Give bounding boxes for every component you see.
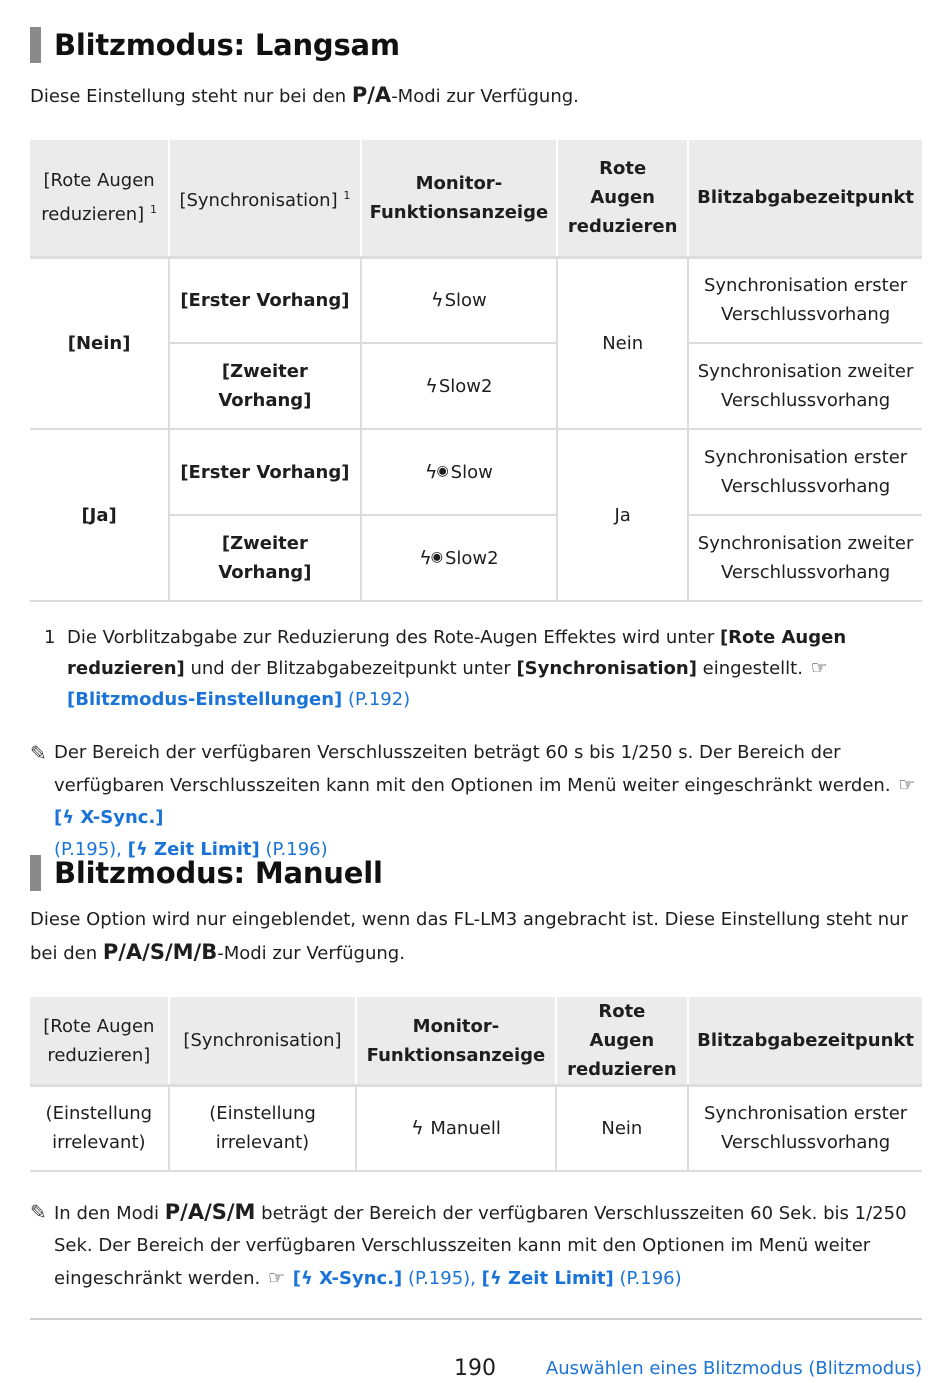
table-header-row: [30, 997, 922, 1086]
col-timing: Blitzabgabezeitpunkt: [688, 140, 922, 257]
flash-icon: ϟ: [419, 547, 432, 569]
footnote-number: 1: [44, 627, 56, 648]
timing-cell: Synchronisation zweiter Verschlussvorhang: [688, 515, 922, 601]
table-row: [30, 1086, 922, 1171]
red-eye-icon: ◉: [436, 463, 449, 479]
page-ref-link[interactable]: (P.196): [265, 839, 328, 860]
col-red-eye: Rote Augen reduzieren: [556, 997, 689, 1086]
flash-icon: ϟ: [489, 1268, 502, 1289]
sync-cell: [Zweiter Vorhang]: [169, 515, 360, 601]
red-eye-setting-cell: (Einstellung irrelevant): [30, 1086, 169, 1171]
page-ref-link[interactable]: (P.195),: [408, 1268, 476, 1289]
flash-manual-table: [30, 997, 922, 1172]
sync-cell: [Zweiter Vorhang]: [169, 343, 360, 429]
display-cell: ϟSlow2: [361, 343, 558, 429]
link-zeit-limit[interactable]: [ϟ Zeit Limit]: [481, 1268, 614, 1289]
flash-icon: ϟ: [425, 374, 438, 397]
tip-note: ✎ Der Bereich der verfügbaren Verschlusszeiten beträgt 60 s bis 1/250 s. Der Bereich der verfügbaren Verschlusszeiten kann mit den Optionen im Menü weiter eingeschränkt werden. ☞ [ϟ X-Sync.] (P.195), [ϟ Zeit Limit] (P.196): [30, 737, 925, 866]
sync-cell: [Erster Vorhang]: [169, 429, 360, 515]
flash-icon: ϟ: [62, 807, 75, 828]
link-blitzmodus-einstellungen[interactable]: [Blitzmodus-Einstellungen]: [67, 689, 343, 710]
timing-cell: Synchronisation zweiter Verschlussvorhang: [688, 343, 922, 429]
group-label: [Ja]: [30, 429, 169, 601]
reference-hand-icon: ☞: [810, 657, 828, 679]
col-sync: [Synchronisation]: [169, 997, 357, 1086]
tip-icon: ✎: [30, 741, 47, 765]
table-row: [30, 429, 922, 515]
title-bar: [30, 855, 41, 891]
section-title-langsam: [30, 27, 400, 63]
footnote: 1 Die Vorblitzabgabe zur Reduzierung des Rote-Augen Effektes wird unter [Rote Augen reduzieren] und der Blitzabgabezeitpunkt unter [Synchronisation] eingestellt. ☞ [Blitzmodus-Einstellungen] (P.192): [30, 622, 925, 715]
reference-hand-icon: ☞: [898, 774, 916, 796]
timing-cell: Synchronisation erster Verschlussvorhang: [688, 1086, 922, 1171]
page-title: Blitzmodus: Langsam: [54, 28, 400, 62]
display-cell: ϟSlow: [361, 257, 558, 343]
table-header-row: [30, 140, 922, 257]
red-eye-cell: Nein: [556, 1086, 689, 1171]
flash-icon: ϟ: [431, 288, 444, 311]
col-monitor: Monitor-Funktionsanzeige: [361, 140, 558, 257]
flash-slow-table: [30, 140, 922, 602]
page-ref-link[interactable]: (P.195),: [54, 839, 122, 860]
col-monitor: Monitor-Funktionsanzeige: [356, 997, 555, 1086]
link-zeit-limit[interactable]: [ϟ Zeit Limit]: [127, 839, 260, 860]
page-ref-link[interactable]: (P.192): [348, 689, 411, 710]
flash-icon: ϟ: [411, 1116, 424, 1139]
tip-note: ✎ In den Modi P/A/S/M beträgt der Bereich der verfügbaren Verschlusszeiten 60 Sek. bis 1/250 Sek. Der Bereich der verfügbaren Verschlusszeiten kann mit den Optionen im Menü weiter eingeschränkt werden. ☞ [ϟ X-Sync.] (P.195), [ϟ Zeit Limit] (P.196): [30, 1196, 925, 1295]
col-red-eye: Rote Augen reduzieren: [557, 140, 688, 257]
col-red-eye-setting: [Rote Augen reduzieren]: [30, 997, 169, 1086]
red-eye-icon: ◉: [430, 549, 443, 565]
section-heading: Blitzmodus: Manuell: [54, 856, 383, 890]
sync-cell: [Erster Vorhang]: [169, 257, 360, 343]
link-x-sync[interactable]: [ϟ X-Sync.]: [292, 1268, 403, 1289]
display-cell: ϟ◉ Slow2: [361, 515, 558, 601]
intro-paragraph: Diese Option wird nur eingeblendet, wenn das FL-LM3 angebracht ist. Diese Einstellung steht nur bei den P/A/S/M/B-Modi zur Verfügung.: [30, 909, 908, 964]
timing-cell: Synchronisation erster Verschlussvorhang: [688, 257, 922, 343]
display-cell: ϟ Manuell: [356, 1086, 555, 1171]
col-sync: [Synchronisation] $^1$: [169, 140, 360, 257]
table-row: [30, 257, 922, 343]
sync-cell: (Einstellung irrelevant): [169, 1086, 357, 1171]
timing-cell: Synchronisation erster Verschlussvorhang: [688, 429, 922, 515]
flash-icon: ϟ: [300, 1268, 313, 1289]
flash-icon: ϟ: [424, 461, 438, 483]
flash-icon: ϟ: [135, 839, 148, 860]
mode-letters: P/A/S/M/B: [102, 940, 218, 964]
col-timing: Blitzabgabezeitpunkt: [688, 997, 922, 1086]
display-cell: ϟ◉ Slow: [361, 429, 558, 515]
mode-letters: P/A: [351, 83, 392, 107]
mode-letters: P/A/S/M: [164, 1200, 256, 1224]
page-number: 190: [454, 1356, 496, 1381]
intro-paragraph: Diese Einstellung steht nur bei den P/A-Modi zur Verfügung.: [30, 83, 579, 107]
red-eye-cell: Ja: [557, 429, 688, 601]
section-title-manuell: [30, 855, 383, 891]
col-red-eye-setting: [Rote Augen reduzieren] $^1$: [30, 140, 169, 257]
page-ref-link[interactable]: (P.196): [619, 1268, 682, 1289]
tip-icon: ✎: [30, 1200, 47, 1224]
red-eye-cell: Nein: [557, 257, 688, 429]
footer-section-link[interactable]: Auswählen eines Blitzmodus (Blitzmodus): [545, 1358, 922, 1379]
footer-divider: [30, 1318, 922, 1320]
title-bar: [30, 27, 41, 63]
group-label: [Nein]: [30, 257, 169, 429]
reference-hand-icon: ☞: [267, 1267, 285, 1289]
link-x-sync[interactable]: [ϟ X-Sync.]: [54, 807, 164, 828]
